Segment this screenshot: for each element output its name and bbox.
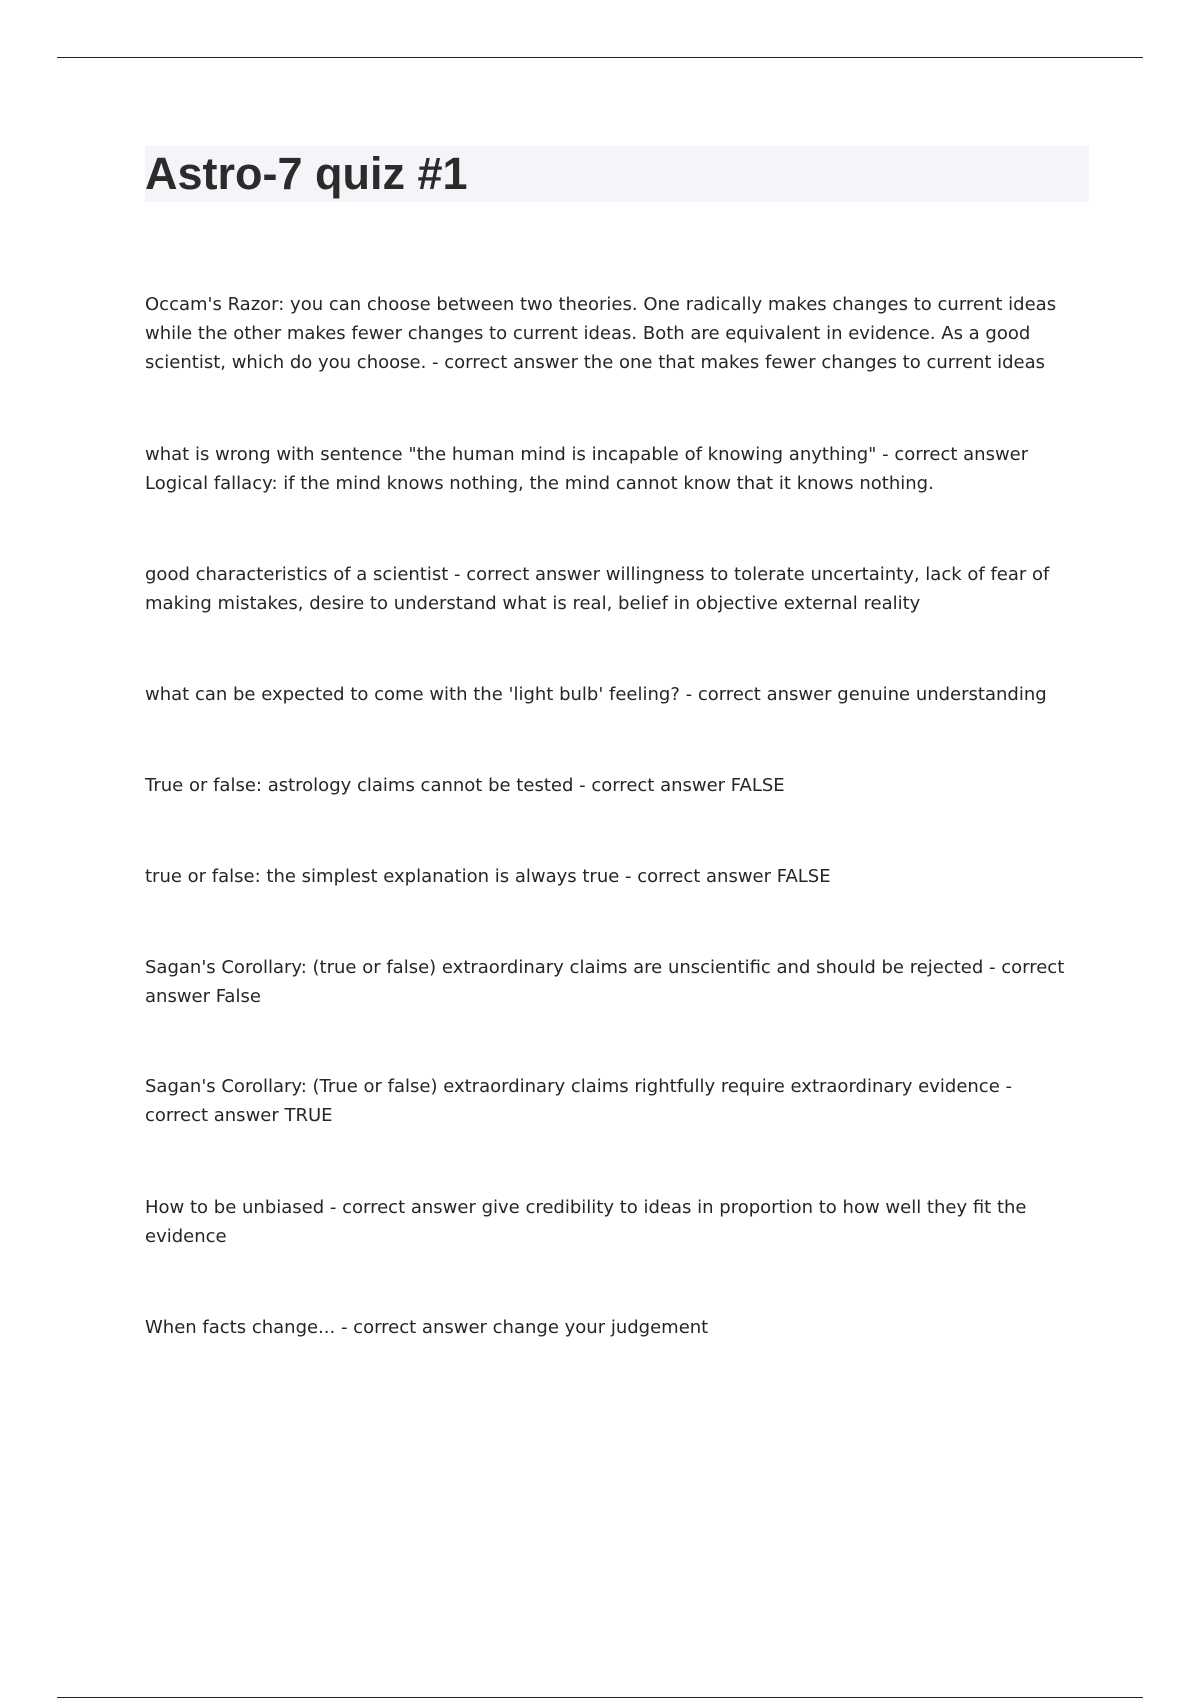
qa-item: Sagan's Corollary: (true or false) extraordinary claims are unscientific and should be rejected - correct answer False bbox=[145, 957, 1065, 1007]
qa-item: How to be unbiased - correct answer give credibility to ideas in proportion to how well they fit the evidence bbox=[145, 1197, 1027, 1247]
qa-item: When facts change... - correct answer change your judgement bbox=[145, 1317, 709, 1338]
qa-item: good characteristics of a scientist - correct answer willingness to tolerate uncertainty, lack of fear of making mistakes, desire to understand what is real, belief in objective external reality bbox=[145, 564, 1050, 614]
page-title: Astro-7 quiz #1 bbox=[145, 148, 468, 199]
bottom-divider bbox=[57, 1697, 1143, 1698]
qa-item: True or false: astrology claims cannot be tested - correct answer FALSE bbox=[145, 775, 785, 796]
qa-item: what is wrong with sentence "the human mind is incapable of knowing anything" - correct answer Logical fallacy: if the mind knows nothing, the mind cannot know that it knows nothing. bbox=[145, 444, 1029, 494]
qa-item: what can be expected to come with the 'light bulb' feeling? - correct answer genuine understanding bbox=[145, 684, 1047, 705]
qa-item: Occam's Razor: you can choose between two theories. One radically makes changes to current ideas while the other makes fewer changes to current ideas. Both are equivalent in evidence. As a good scientist, which do you choose. - correct answer the one that makes fewer changes to current ideas bbox=[145, 294, 1057, 373]
qa-item: true or false: the simplest explanation is always true - correct answer FALSE bbox=[145, 866, 831, 887]
qa-item: Sagan's Corollary: (True or false) extraordinary claims rightfully require extraordinary evidence - correct answer TRUE bbox=[145, 1076, 1012, 1126]
top-divider bbox=[57, 57, 1143, 58]
